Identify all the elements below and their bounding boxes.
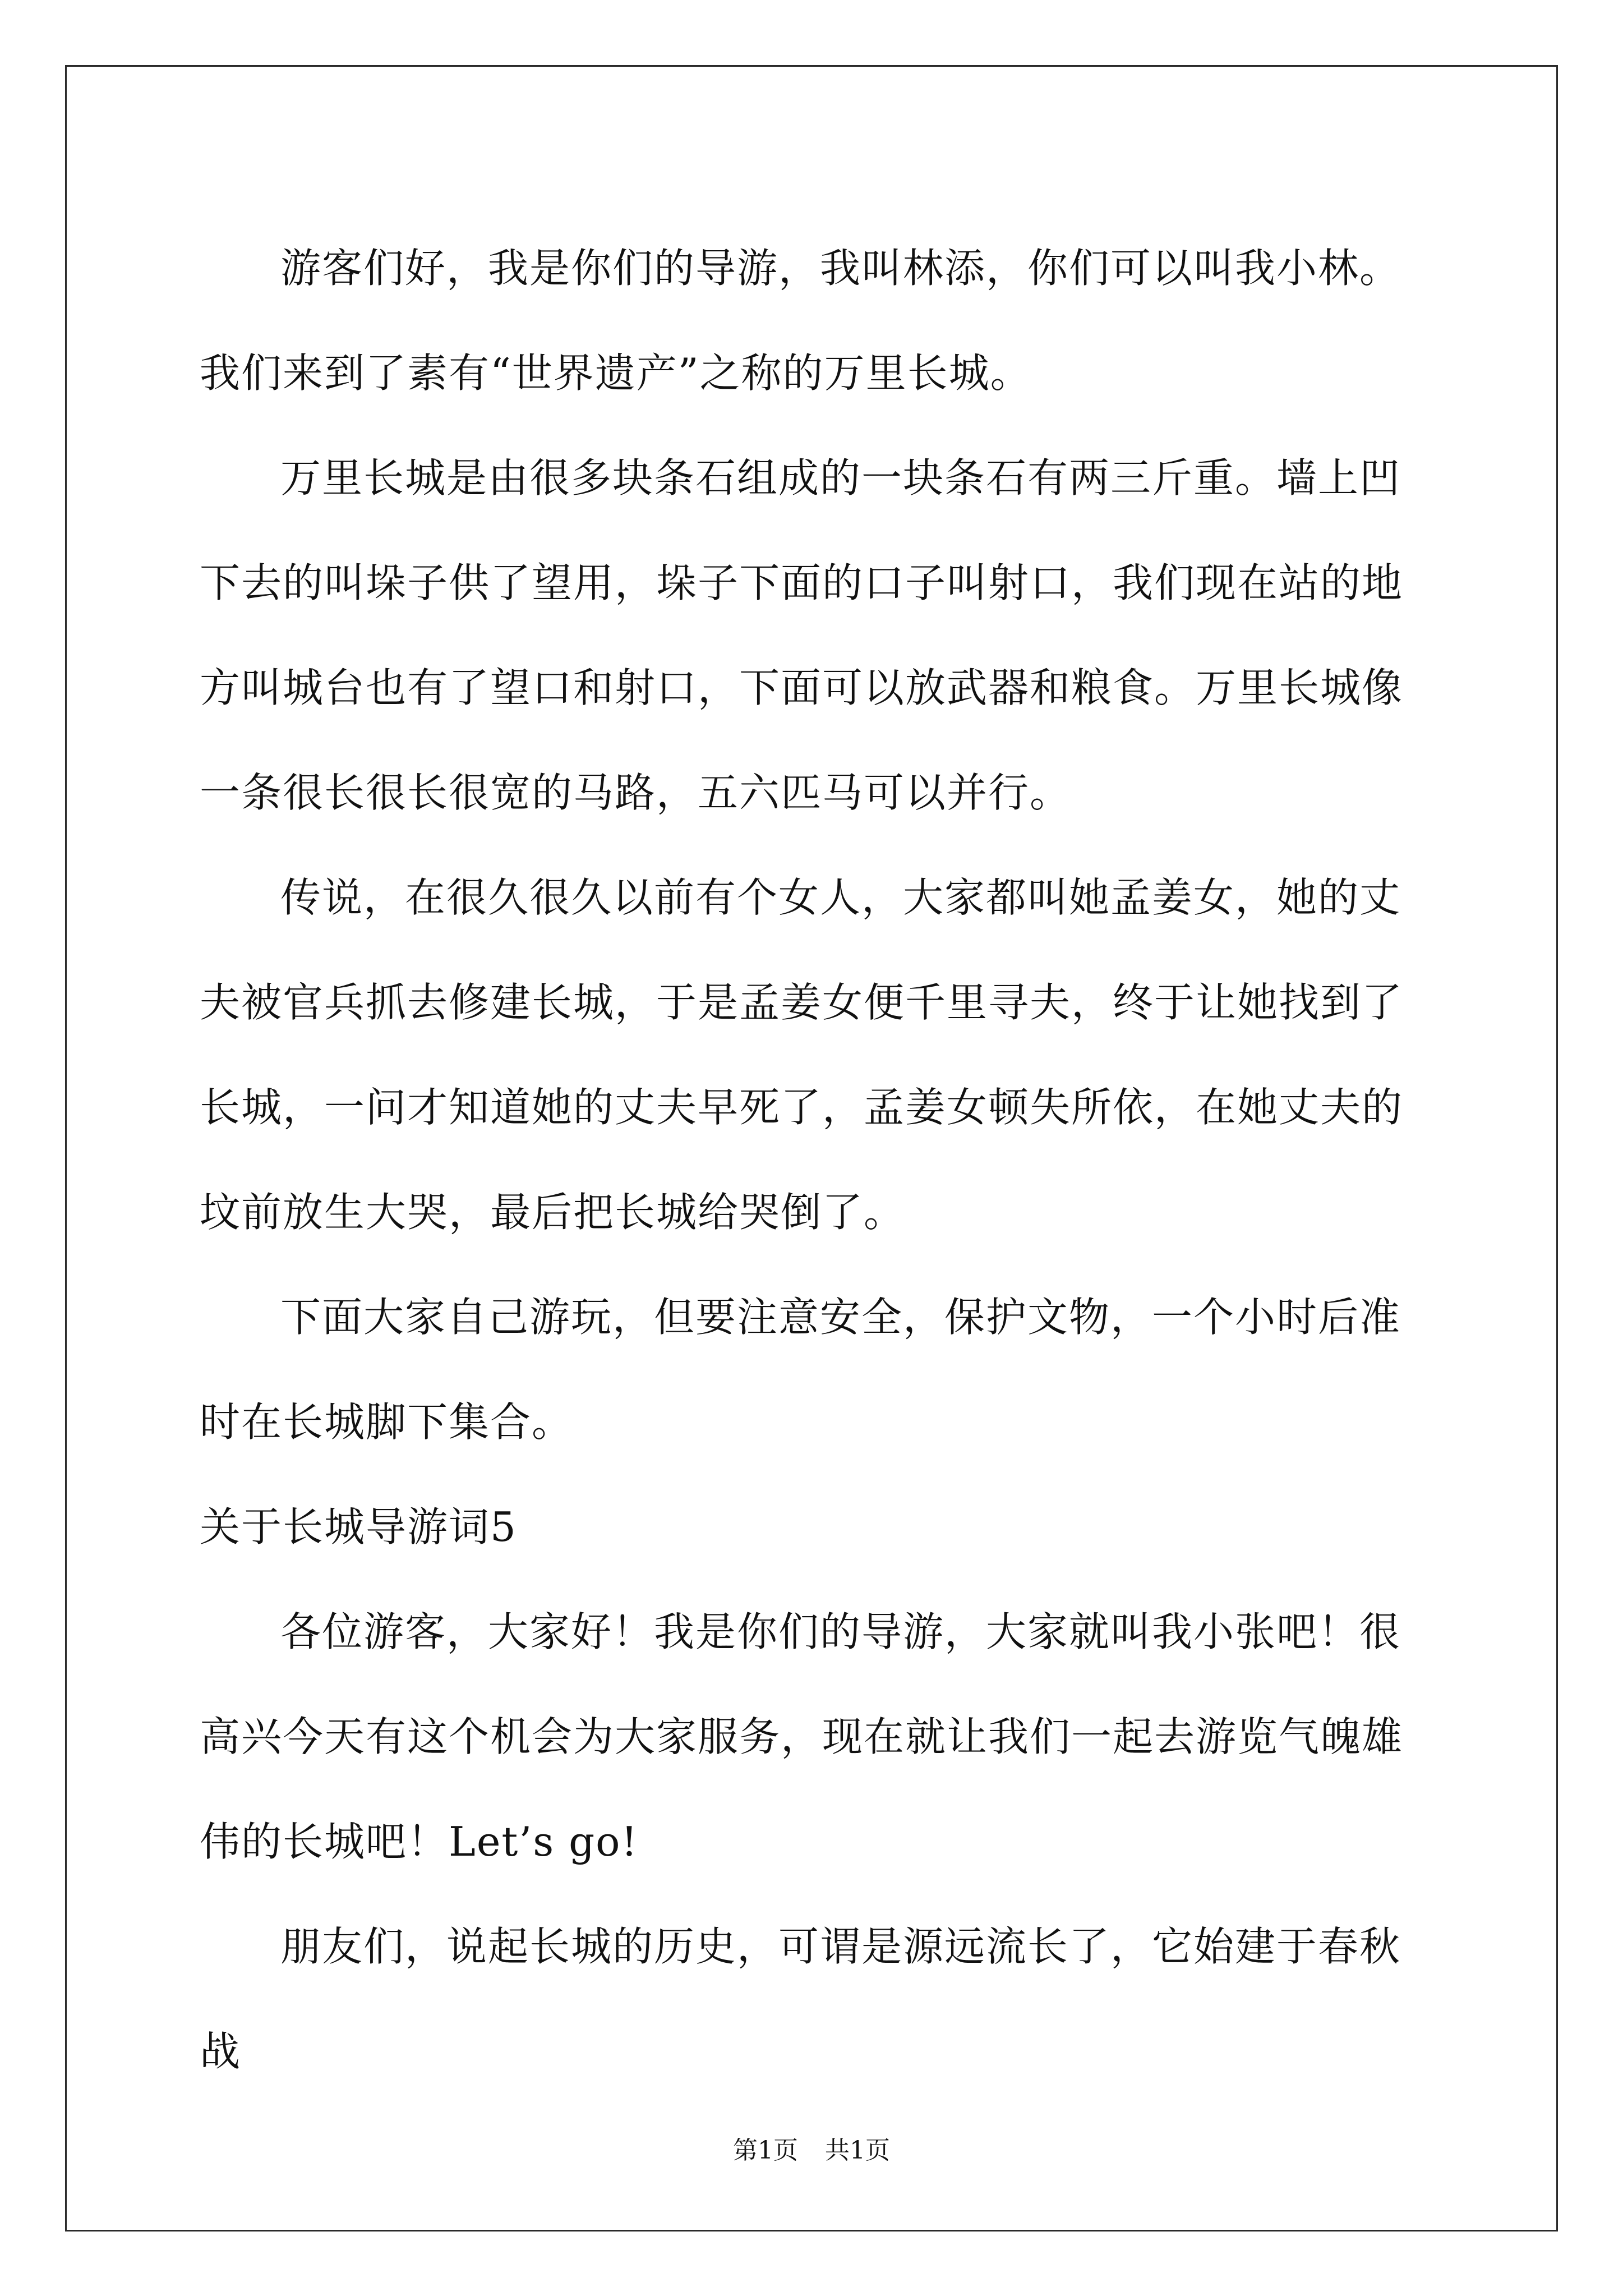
paragraph: 朋友们，说起长城的历史，可谓是源远流长了，它始建于春秋战 bbox=[200, 1923, 1401, 2075]
page-number: 第1页 bbox=[733, 2136, 798, 2165]
paragraph: 传说，在很久很久以前有个女人，大家都叫她孟姜女，她的丈夫被官兵抓去修建长城，于是孟姜女便千里寻夫，终于让她找到了长城，一问才知道她的丈夫早死了，孟姜女顿失所依，在她丈夫的坟前放生大哭，最后把长城给哭倒了。 bbox=[200, 874, 1404, 1236]
section-heading: 关于长城导游词5 bbox=[200, 1503, 517, 1550]
paragraph: 游客们好，我是你们的导游，我叫林添，你们可以叫我小林。我们来到了素有“世界遗产”之称的万里长城。 bbox=[200, 245, 1401, 397]
paragraph: 各位游客，大家好！我是你们的导游，大家就叫我小张吧！很高兴今天有这个机会为大家服务，现在就让我们一起去游览气魄雄伟的长城吧！Let’s go! bbox=[200, 1608, 1404, 1865]
document-body bbox=[200, 216, 1433, 2104]
page-total: 共1页 bbox=[825, 2136, 890, 2165]
paragraph: 下面大家自己游玩，但要注意安全，保护文物，一个小时后准时在长城脚下集合。 bbox=[200, 1294, 1401, 1446]
page-footer bbox=[0, 2130, 1623, 2166]
paragraph: 万里长城是由很多块条石组成的一块条石有两三斤重。墙上凹下去的叫垛子供了望用，垛子下面的口子叫射口，我们现在站的地方叫城台也有了望口和射口，下面可以放武器和粮食。万里长城像一条很长很长很宽的马路，五六匹马可以并行。 bbox=[200, 454, 1404, 816]
